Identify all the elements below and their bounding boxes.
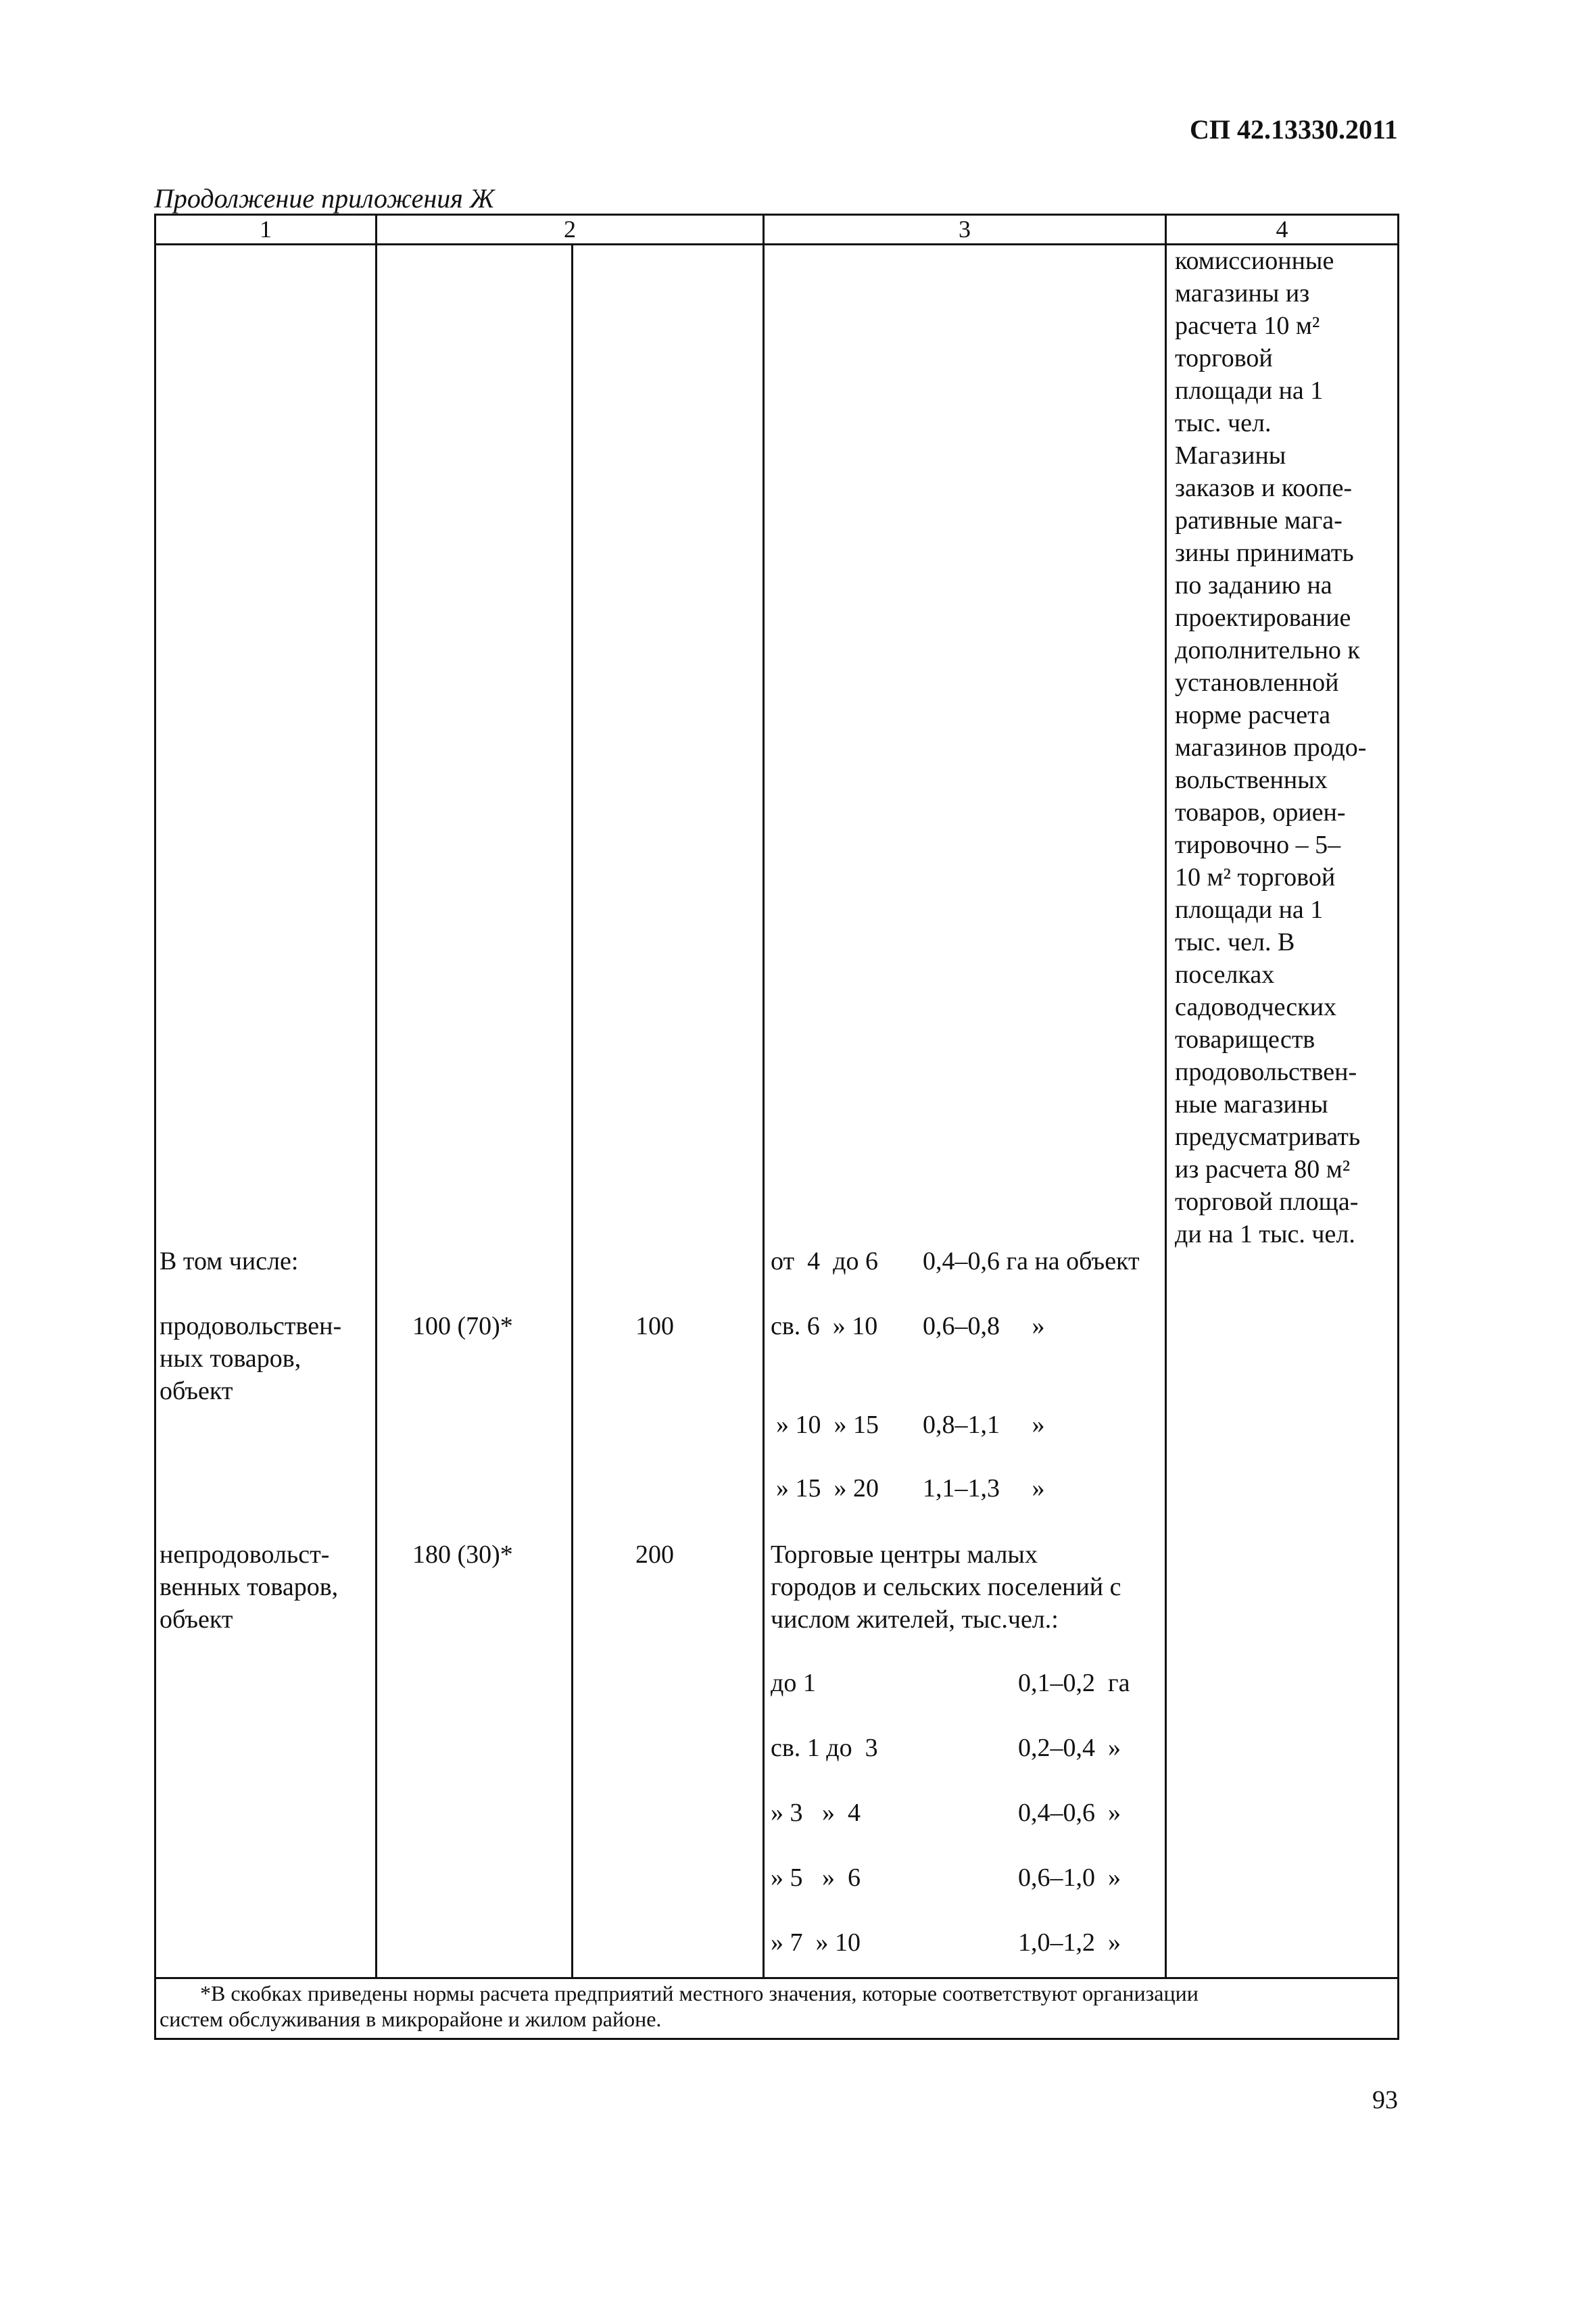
footnote-line: систем обслуживания в микрорайоне и жилом районе. <box>160 2007 662 2031</box>
range-value: 0,1–0,2 га <box>1018 1669 1130 1697</box>
table-bottom-border <box>154 2038 1399 2040</box>
note-line: ративные мага- <box>1175 506 1343 535</box>
note-line: тировочно – 5– <box>1175 831 1341 859</box>
range-value: 0,8–1,1 » <box>923 1411 1045 1439</box>
note-line: товариществ <box>1175 1025 1315 1054</box>
note-line: зины принимать <box>1175 539 1354 567</box>
text-line: городов и сельских поселений с <box>771 1573 1121 1601</box>
note-line: магазинов продо- <box>1175 733 1367 762</box>
label-line: продовольствен- <box>160 1312 342 1340</box>
label-line: венных товаров, <box>160 1573 339 1601</box>
col2-divider <box>763 214 765 1978</box>
range-value: 0,6–0,8 » <box>923 1312 1045 1340</box>
range-label: » 10 » 15 <box>776 1411 879 1439</box>
note-line: площади на 1 <box>1175 376 1324 405</box>
note-line: торговой площа- <box>1175 1188 1359 1216</box>
label-line: объект <box>160 1605 233 1634</box>
note-line: норме расчета <box>1175 701 1331 729</box>
range-label: св. 6 » 10 <box>771 1312 878 1340</box>
nonfood-goods-label <box>160 1538 338 1636</box>
text-line: числом жителей, тыс.чел.: <box>771 1605 1059 1634</box>
col2-inner-divider <box>571 245 573 1978</box>
trade-centers-text <box>771 1538 1163 1636</box>
note-line: дополнительно к <box>1175 636 1360 664</box>
range-label: » 7 » 10 <box>771 1928 861 1957</box>
nonfood-norm-value: 180 (30)* <box>412 1540 513 1569</box>
document-code: СП 42.13330.2011 <box>1190 114 1398 145</box>
range-label: » 15 » 20 <box>776 1474 879 1503</box>
col3-divider <box>1165 214 1167 1978</box>
range-value: 0,4–0,6 » <box>1018 1799 1121 1827</box>
note-line: установленной <box>1175 668 1339 697</box>
note-line: заказов и коопе- <box>1175 474 1353 502</box>
continuation-title: Продолжение приложения Ж <box>154 183 495 214</box>
note-line: 10 м² торговой <box>1175 863 1336 892</box>
note-line: вольственных <box>1175 766 1328 794</box>
footnote-separator <box>154 1977 1399 1979</box>
page-number: 93 <box>1372 2086 1398 2114</box>
column-number-3: 3 <box>959 216 971 243</box>
note-line: поселках <box>1175 960 1275 989</box>
range-value: 1,0–1,2 » <box>1018 1928 1121 1957</box>
footnote <box>160 1980 1395 2032</box>
note-line: из расчета 80 м² <box>1175 1155 1351 1184</box>
column-number-1: 1 <box>260 216 272 243</box>
note-line: магазины из <box>1175 279 1310 308</box>
label-line: объект <box>160 1377 233 1405</box>
note-line: предусматривать <box>1175 1123 1361 1151</box>
note-line: по заданию на <box>1175 571 1332 600</box>
note-line: тыс. чел. В <box>1175 928 1295 956</box>
range-value: 1,1–1,3 » <box>923 1474 1045 1503</box>
table-left-border <box>154 214 156 2040</box>
range-value: 0,2–0,4 » <box>1018 1734 1121 1762</box>
note-line: продовольствен- <box>1175 1058 1357 1086</box>
column-number-2: 2 <box>564 216 576 243</box>
range-value: 0,6–1,0 » <box>1018 1863 1121 1892</box>
food-norm-value-2: 100 <box>635 1312 674 1340</box>
note-line: комиссионные <box>1175 247 1334 275</box>
range-value: 0,4–0,6 га на объект <box>923 1247 1140 1275</box>
note-line: проектирование <box>1175 604 1351 632</box>
range-label: св. 1 до 3 <box>771 1734 878 1762</box>
food-goods-label <box>160 1310 341 1407</box>
note-line: садоводческих <box>1175 993 1337 1021</box>
range-label: » 3 » 4 <box>771 1799 861 1827</box>
column-number-4: 4 <box>1276 216 1288 243</box>
label-line: непродовольст- <box>160 1540 330 1569</box>
food-norm-value: 100 (70)* <box>412 1312 513 1340</box>
footnote-line: *В скобках приведены нормы расчета предприятий местного значения, которые соответствуют организации <box>200 1981 1199 2005</box>
label-line: ных товаров, <box>160 1344 301 1373</box>
in-total-label: В том числе: <box>160 1247 299 1275</box>
range-label: » 5 » 6 <box>771 1863 861 1892</box>
column4-notes <box>1175 245 1405 1250</box>
col1-divider <box>375 214 377 1978</box>
text-line: Торговые центры малых <box>771 1540 1038 1569</box>
note-line: ные магазины <box>1175 1090 1328 1119</box>
nonfood-norm-value-2: 200 <box>635 1540 674 1569</box>
note-line: товаров, ориен- <box>1175 798 1346 827</box>
note-line: площади на 1 <box>1175 896 1324 924</box>
range-label: до 1 <box>771 1669 816 1697</box>
note-line: ди на 1 тыс. чел. <box>1175 1220 1355 1248</box>
range-label: от 4 до 6 <box>771 1247 878 1275</box>
note-line: тыс. чел. <box>1175 409 1272 437</box>
note-line: Магазины <box>1175 441 1286 470</box>
note-line: расчета 10 м² торговой <box>1175 312 1320 372</box>
